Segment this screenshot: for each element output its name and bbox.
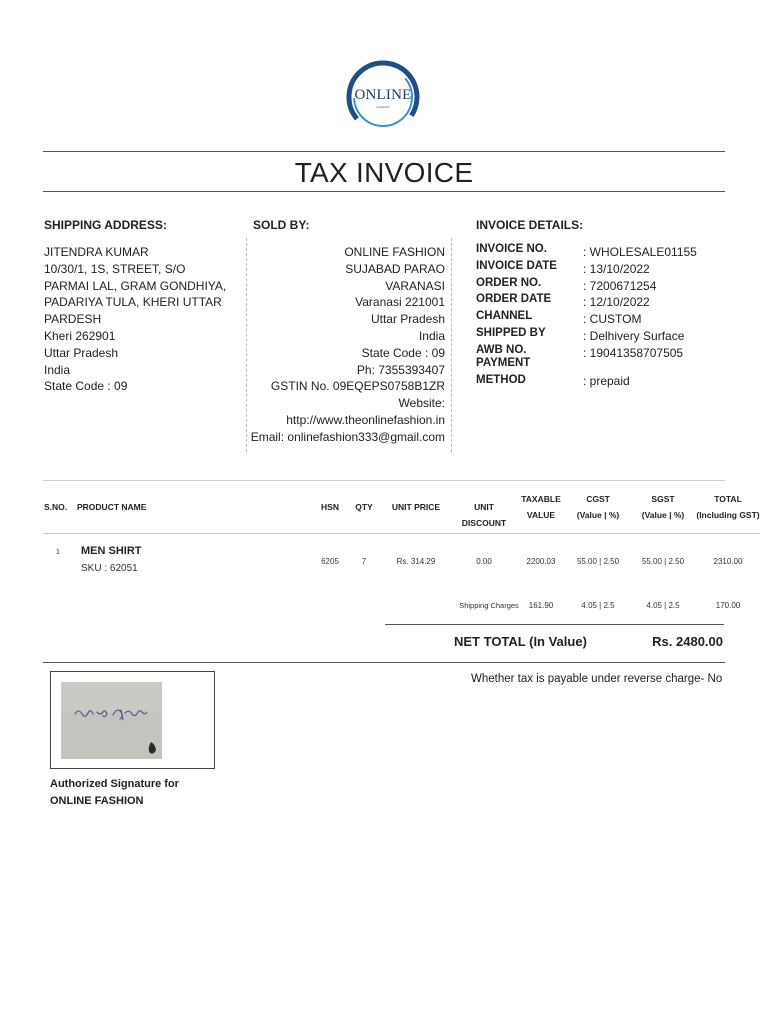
shipping-total: 170.00: [715, 601, 741, 610]
invoice-detail-label: INVOICE NO.: [476, 243, 547, 255]
header-sno: S.NO.: [44, 502, 68, 512]
item-hsn: 6205: [321, 557, 339, 566]
shipping-heading: SHIPPING ADDRESS:: [44, 218, 167, 232]
item-name: MEN SHIRT: [81, 545, 142, 557]
item-total: 2310.00: [713, 557, 743, 566]
net-total-bottom-divider: [43, 662, 725, 663]
company-logo: [328, 55, 438, 139]
invoice-no-value: : WHOLESALE01155: [583, 245, 697, 259]
invoice-detail-label: METHOD: [476, 373, 526, 386]
invoice-detail-values: [583, 244, 697, 389]
sold-by-line: Uttar Pradesh: [370, 312, 445, 327]
item-unit-discount: 0.00: [476, 557, 492, 566]
item-taxable-value: 2200.03: [526, 557, 556, 566]
header-unit-discount: UNIT DISCOUNT: [461, 502, 507, 528]
header-taxable-value: TAXABLE VALUE: [521, 494, 561, 520]
page-title: TAX INVOICE: [294, 157, 474, 188]
column-divider: [246, 238, 247, 452]
sold-by-line: SUJABAD PARAO: [345, 261, 445, 276]
invoice-detail-label: ORDER DATE: [476, 293, 552, 306]
net-total-label: NET TOTAL (In Value): [454, 634, 587, 649]
reverse-charge-note: Whether tax is payable under reverse charge- No: [471, 673, 723, 685]
sold-by-line: State Code : 09: [361, 345, 445, 360]
invoice-detail-label: ORDER NO.: [476, 276, 542, 289]
invoice-detail-labels: [476, 241, 557, 389]
invoice-detail-label: CHANNEL: [476, 310, 533, 323]
channel-value: : CUSTOM: [583, 312, 642, 327]
table-header-divider: [43, 533, 760, 534]
awb-no-value: : 19041358707505: [583, 345, 684, 360]
item-unit-price: Rs. 314.29: [396, 557, 436, 566]
header-sgst: SGST (Value | %): [641, 494, 685, 520]
shipping-line: PADARIYA TULA, KHERI UTTAR: [44, 295, 222, 310]
table-top-divider: [43, 480, 725, 481]
shipping-line: JITENDRA KUMAR: [44, 245, 149, 259]
order-no-value: : 7200671254: [583, 278, 657, 293]
shipping-line: Kheri 262901: [44, 328, 116, 343]
header-cgst: CGST (Value | %): [576, 494, 620, 520]
header-total: TOTAL (Including GST): [696, 494, 760, 520]
shipping-line: State Code : 09: [44, 379, 128, 394]
sold-by-address: [250, 244, 445, 446]
invoice-detail-label: SHIPPED BY: [476, 326, 546, 339]
item-sku: SKU : 62051: [81, 563, 138, 574]
website-link[interactable]: http://www.theonlinefashion.in: [286, 412, 445, 427]
header-qty: QTY: [355, 502, 373, 512]
item-sno: 1: [56, 549, 60, 556]
sold-by-heading: SOLD BY:: [253, 218, 310, 232]
shipping-line: PARDESH: [44, 312, 102, 327]
signature-box: [50, 671, 215, 769]
signature-scribble-icon: [61, 682, 162, 759]
invoice-detail-label: INVOICE DATE: [476, 259, 557, 272]
shipping-sgst: 4.05 | 2.5: [646, 601, 680, 610]
logo-subtext: FASHION: [376, 105, 390, 109]
invoice-detail-label: PAYMENT: [476, 356, 531, 369]
shipping-address: [44, 244, 244, 395]
sold-by-line: Ph: 7355393407: [356, 362, 445, 377]
signature-caption: [50, 776, 179, 809]
invoice-detail-label: AWB NO.: [476, 343, 527, 356]
shipping-line: PARMAI LAL, GRAM GONDHIYA,: [44, 278, 227, 293]
sold-by-line: GSTIN No. 09EQEPS0758B1ZR: [270, 379, 445, 394]
signature-image: [61, 682, 162, 759]
header-hsn: HSN: [321, 502, 339, 512]
shipping-taxable-value: 161.90: [528, 601, 554, 610]
net-total-divider: [385, 624, 724, 625]
header-product-name: PRODUCT NAME: [77, 502, 147, 512]
sold-by-line: Varanasi 221001: [355, 295, 445, 310]
header-unit-price: UNIT PRICE: [391, 502, 441, 512]
shipping-line: 10/30/1, 1S, STREET, S/O: [44, 261, 186, 276]
sold-by-line: Website:: [398, 396, 445, 411]
invoice-details-heading: INVOICE DETAILS:: [476, 218, 584, 232]
invoice-date-value: : 13/10/2022: [583, 261, 650, 276]
payment-method-value: : prepaid: [583, 373, 630, 388]
item-qty: 7: [361, 557, 367, 566]
email-link[interactable]: Email: onlinefashion333@gmail.com: [250, 429, 445, 444]
order-date-value: : 12/10/2022: [583, 295, 650, 310]
shipping-line: Uttar Pradesh: [44, 345, 119, 360]
shipping-cgst: 4.05 | 2.5: [581, 601, 615, 610]
signature-caption-company: ONLINE FASHION: [50, 794, 144, 807]
net-total-value: Rs. 2480.00: [652, 634, 723, 649]
sold-by-line: India: [418, 328, 445, 343]
divider-title: [43, 191, 725, 192]
shipping-line: India: [44, 362, 71, 377]
shipping-charges-label: Shipping Charges: [459, 601, 519, 610]
item-cgst: 55.00 | 2.50: [576, 557, 620, 566]
column-divider: [451, 238, 452, 452]
divider-top: [43, 151, 725, 152]
sold-by-line: VARANASI: [385, 278, 445, 293]
shipped-by-value: : Delhivery Surface: [583, 328, 685, 343]
item-sgst: 55.00 | 2.50: [641, 557, 685, 566]
signature-caption-line1: Authorized Signature for: [50, 778, 179, 790]
logo-text: ONLINE: [354, 87, 412, 103]
sold-by-line: ONLINE FASHION: [344, 245, 445, 259]
